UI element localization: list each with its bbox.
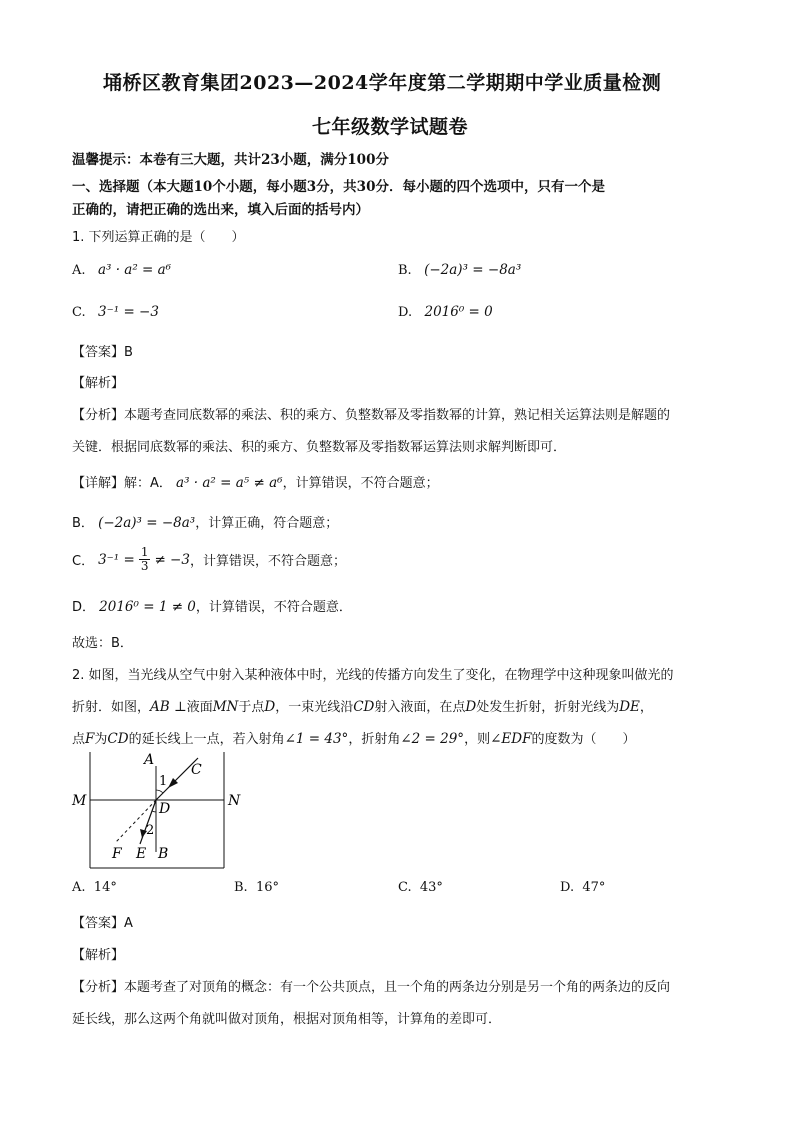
q1-option-a-letter: A. bbox=[72, 263, 86, 278]
q2-line2-text-c: 于点 bbox=[238, 700, 265, 715]
section1-heading-line1: 一、选择题（本大题10个小题，每小题3分，共30分．每小题的四个选项中，只有一个是 bbox=[72, 179, 605, 195]
q2-option-b-letter: B. bbox=[234, 880, 248, 895]
q1-detail-c-expr-left: 3⁻¹ = bbox=[98, 551, 135, 568]
q2-line2-expr-mn: MN bbox=[212, 699, 239, 715]
q1-option-b bbox=[398, 262, 521, 278]
label-two: 2 bbox=[146, 823, 155, 838]
q1-detail-a-suffix: ，计算错误，不符合题意； bbox=[282, 476, 439, 491]
angle1-arc bbox=[156, 790, 163, 793]
q1-detail-c-frac-num: 1 bbox=[140, 545, 149, 559]
q2-line2-text-g: ， bbox=[639, 700, 653, 715]
q1-option-d bbox=[398, 304, 493, 320]
q1-analysis-line2: 关键．根据同底数幂的乘法、积的乘方、负整数幂及零指数幂运算法则求解判断即可． bbox=[72, 440, 567, 455]
q1-detail-a-expr: a³ · a² = a⁵ ≠ a⁶ bbox=[176, 475, 283, 491]
q2-line2-text-a: 折射．如图， bbox=[72, 700, 151, 715]
q1-option-c bbox=[72, 304, 159, 320]
q1-detail-d-prefix: D． bbox=[72, 600, 96, 615]
label-f: F bbox=[112, 846, 122, 862]
q2-line3-text-c: 的延长线上一点，若入射角 bbox=[128, 732, 285, 747]
q1-option-b-expr: (−2a)³ = −8a³ bbox=[424, 262, 522, 278]
q1-detail-c-prefix: C． bbox=[72, 554, 95, 569]
q2-analysis-line1: 【分析】本题考查了对顶角的概念：有一个公共顶点，且一个角的两条边分别是另一个角的两条边的反向 bbox=[72, 980, 671, 995]
q2-line3-text-a: 点 bbox=[72, 732, 86, 747]
q2-line3-expr-cd: CD bbox=[107, 731, 129, 747]
q1-detail-b-prefix: B． bbox=[72, 516, 94, 531]
q2-line1: 2. 如图，当光线从空气中射入某种液体中时，光线的传播方向发生了变化，在物理学中这种现象叫做光的 bbox=[72, 668, 674, 683]
q1-option-b-letter: B. bbox=[398, 263, 412, 278]
label-m: M bbox=[72, 793, 87, 809]
q1-detail-d-expr: 2016⁰ = 1 ≠ 0 bbox=[99, 599, 196, 615]
q2-line3-text-d: ，折射角 bbox=[348, 732, 401, 747]
q2-option-c-letter: C. bbox=[398, 880, 412, 895]
q2-option-c-value: 43° bbox=[419, 880, 443, 895]
q1-conclusion: 故选：B． bbox=[72, 636, 133, 651]
q2-line3-expr-angle1: ∠1 = 43° bbox=[284, 731, 349, 747]
q1-stem: 1. 下列运算正确的是（ ） bbox=[72, 230, 245, 245]
exam-title-line1: 埇桥区教育集团2023—2024学年度第二学期期中学业质量检测 bbox=[103, 72, 662, 94]
refraction-figure bbox=[70, 752, 245, 870]
q2-line3-text-b: 为 bbox=[94, 732, 108, 747]
q2-line2-text-e: 射入液面，在点 bbox=[374, 700, 466, 715]
label-e: E bbox=[136, 846, 147, 862]
q1-answer-tag: 【答案】B bbox=[72, 345, 133, 360]
label-d: D bbox=[159, 801, 171, 817]
q2-line3 bbox=[72, 728, 635, 747]
exam-title-line2: 七年级数学试题卷 bbox=[312, 116, 469, 138]
q2-line2-text-d: ，一束光线沿 bbox=[275, 700, 354, 715]
q2-line3-expr-angle2: ∠2 = 29° bbox=[400, 731, 465, 747]
label-a: A bbox=[144, 752, 155, 768]
q2-line2-expr-ab: AB ⊥ bbox=[150, 699, 187, 715]
q1-detail-b bbox=[72, 512, 338, 531]
q2-option-d bbox=[560, 880, 605, 895]
q1-analysis-line1: 【分析】本题考查同底数幂的乘法、积的乘方、负整数幂及零指数幂的计算，熟记相关运算法则是解题的 bbox=[72, 408, 671, 423]
q2-line2-expr-cd: CD bbox=[353, 699, 375, 715]
q2-option-c bbox=[398, 880, 443, 895]
q1-detail-b-expr: (−2a)³ = −8a³ bbox=[98, 515, 196, 531]
q1-option-d-expr: 2016⁰ = 0 bbox=[424, 304, 493, 320]
label-b: B bbox=[158, 846, 169, 862]
q2-option-a-value: 14° bbox=[93, 880, 117, 895]
q1-detail-d-suffix: ，计算错误，不符合题意． bbox=[195, 600, 352, 615]
q1-detail-c-expr-right: ≠ −3 bbox=[154, 551, 190, 568]
q2-line3-text-f: 的度数为（ ） bbox=[531, 732, 636, 747]
q2-line2-text-f: 处发生折射，折射光线为 bbox=[476, 700, 620, 715]
angle2-arc bbox=[152, 811, 156, 812]
section1-heading-line2: 正确的，请把正确的选出来，填入后面的括号内） bbox=[72, 202, 369, 218]
q2-analysis-tag: 【解析】 bbox=[72, 948, 125, 963]
tip-text: 温馨提示：本卷有三大题，共计23小题，满分100分 bbox=[72, 152, 389, 168]
q2-option-a bbox=[72, 880, 117, 895]
label-n: N bbox=[228, 793, 241, 809]
q2-line3-expr-edf: ∠EDF bbox=[490, 731, 532, 747]
q2-option-a-letter: A. bbox=[72, 880, 86, 895]
q1-option-a-expr: a³ · a² = a⁶ bbox=[97, 262, 172, 278]
q1-detail-c bbox=[72, 546, 346, 573]
q1-detail-c-fraction bbox=[139, 546, 151, 573]
q2-line2-text-b: 液面 bbox=[186, 700, 213, 715]
q2-option-b bbox=[234, 880, 279, 895]
q2-option-d-value: 47° bbox=[582, 880, 606, 895]
q2-line2-expr-d2: D bbox=[465, 699, 477, 715]
q1-option-c-expr: 3⁻¹ = −3 bbox=[98, 304, 159, 320]
q1-detail-c-suffix: ，计算错误，不符合题意； bbox=[189, 554, 346, 569]
label-c: C bbox=[191, 762, 202, 778]
q2-line2-expr-de: DE bbox=[619, 699, 640, 715]
q1-detail-a-prefix: 【详解】解：A． bbox=[72, 476, 172, 491]
q1-detail-d bbox=[72, 596, 352, 615]
q1-option-c-letter: C. bbox=[72, 305, 86, 320]
q2-option-b-value: 16° bbox=[255, 880, 279, 895]
q1-analysis-tag: 【解析】 bbox=[72, 376, 125, 391]
q1-detail-a bbox=[72, 472, 439, 491]
q1-option-d-letter: D. bbox=[398, 305, 413, 320]
q2-option-d-letter: D. bbox=[560, 880, 575, 895]
q2-line3-expr-f: F bbox=[85, 731, 95, 747]
q2-analysis-line2: 延长线，那么这两个角就叫做对顶角，根据对顶角相等，计算角的差即可． bbox=[72, 1012, 502, 1027]
q1-detail-c-frac-den: 3 bbox=[140, 559, 149, 573]
q1-option-a bbox=[72, 262, 171, 278]
q2-line2 bbox=[72, 696, 653, 715]
q2-answer-tag: 【答案】A bbox=[72, 916, 133, 931]
q2-line3-text-e: ，则 bbox=[464, 732, 491, 747]
q1-detail-b-suffix: ，计算正确，符合题意； bbox=[195, 516, 339, 531]
q2-line2-expr-d: D bbox=[264, 699, 276, 715]
label-one: 1 bbox=[159, 774, 168, 789]
